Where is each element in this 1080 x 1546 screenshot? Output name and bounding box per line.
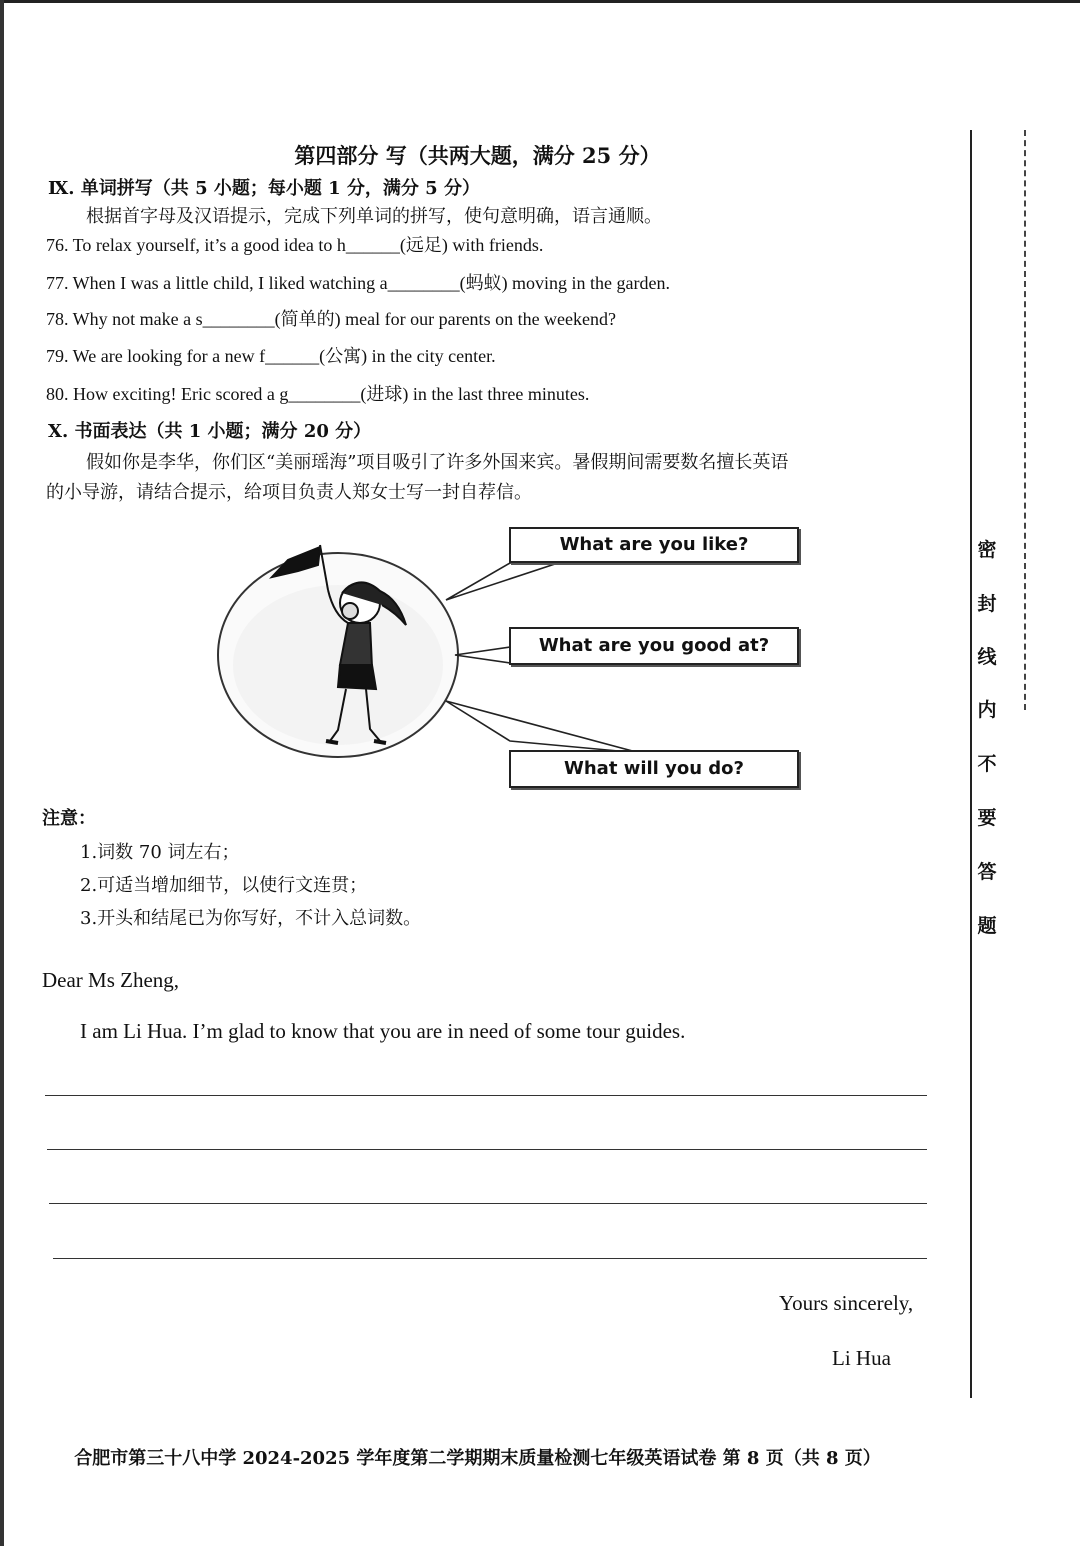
note-3: 3.开头和结尾已为你写好，不计入总词数。 <box>80 908 422 929</box>
question-76: 76. To relax yourself, it’s a good idea to h______(远足) with friends. <box>46 235 544 255</box>
section10-prompt-line2: 的小导游，请结合提示，给项目负责人郑女士写一封自荐信。 <box>46 482 532 503</box>
question-80: 80. How exciting! Eric scored a g________(进球) in the last three minutes. <box>46 384 590 404</box>
seal-char: 内 <box>977 699 997 721</box>
question-79: 79. We are looking for a new f______(公寓) in the city center. <box>46 346 496 366</box>
question-77: 77. When I was a little child, I liked watching a________(蚂蚁) moving in the garden. <box>46 273 671 293</box>
seal-char: 线 <box>977 646 997 668</box>
note-2: 2.可适当增加细节，以使行文连贯； <box>80 875 368 896</box>
page-footer: 合肥市第三十八中学 2024-2025 学年度第二学期期末质量检测七年级英语试卷 第 8 页（共 8 页） <box>74 1448 881 1469</box>
note-1: 1.词数 70 词左右； <box>80 842 240 863</box>
section10-heading: Ⅹ. 书面表达（共 1 小题；满分 20 分） <box>48 421 372 442</box>
notes-heading: 注意： <box>42 808 96 829</box>
seal-char: 不 <box>977 753 997 775</box>
section9-heading: Ⅸ. 单词拼写（共 5 小题；每小题 1 分，满分 5 分） <box>48 178 480 199</box>
answer-line-3 <box>49 1203 927 1204</box>
answer-line-2 <box>47 1149 927 1150</box>
letter-opening: I am Li Hua. I’m glad to know that you are in need of some tour guides. <box>80 1019 686 1043</box>
seal-char: 要 <box>977 807 997 829</box>
left-border <box>0 0 4 1546</box>
seal-char: 封 <box>977 593 997 615</box>
hint-box-skills: What are you good at? <box>509 627 799 665</box>
question-78: 78. Why not make a s________(简单的) meal for our parents on the weekend? <box>46 309 617 329</box>
hint-box-personality: What are you like? <box>509 527 799 563</box>
seal-char: 题 <box>977 915 997 937</box>
top-border <box>0 0 1080 3</box>
part-title: 第四部分 写（共两大题，满分 25 分） <box>294 143 661 168</box>
section10-prompt-line1: 假如你是李华，你们区“美丽瑶海”项目吸引了许多外国来宾。暑假期间需要数名擅长英语 <box>86 452 789 473</box>
section9-instruction: 根据首字母及汉语提示，完成下列单词的拼写，使句意明确，语言通顺。 <box>86 206 662 227</box>
seal-dashed-line <box>1024 130 1026 710</box>
letter-signature: Li Hua <box>832 1346 891 1370</box>
answer-line-4 <box>53 1258 927 1259</box>
letter-greeting: Dear Ms Zheng, <box>42 968 180 992</box>
seal-char: 答 <box>977 861 997 883</box>
hint-box-plans: What will you do? <box>509 750 799 788</box>
answer-line-1 <box>45 1095 927 1096</box>
seal-char: 密 <box>977 539 997 561</box>
letter-closing: Yours sincerely, <box>779 1291 914 1315</box>
